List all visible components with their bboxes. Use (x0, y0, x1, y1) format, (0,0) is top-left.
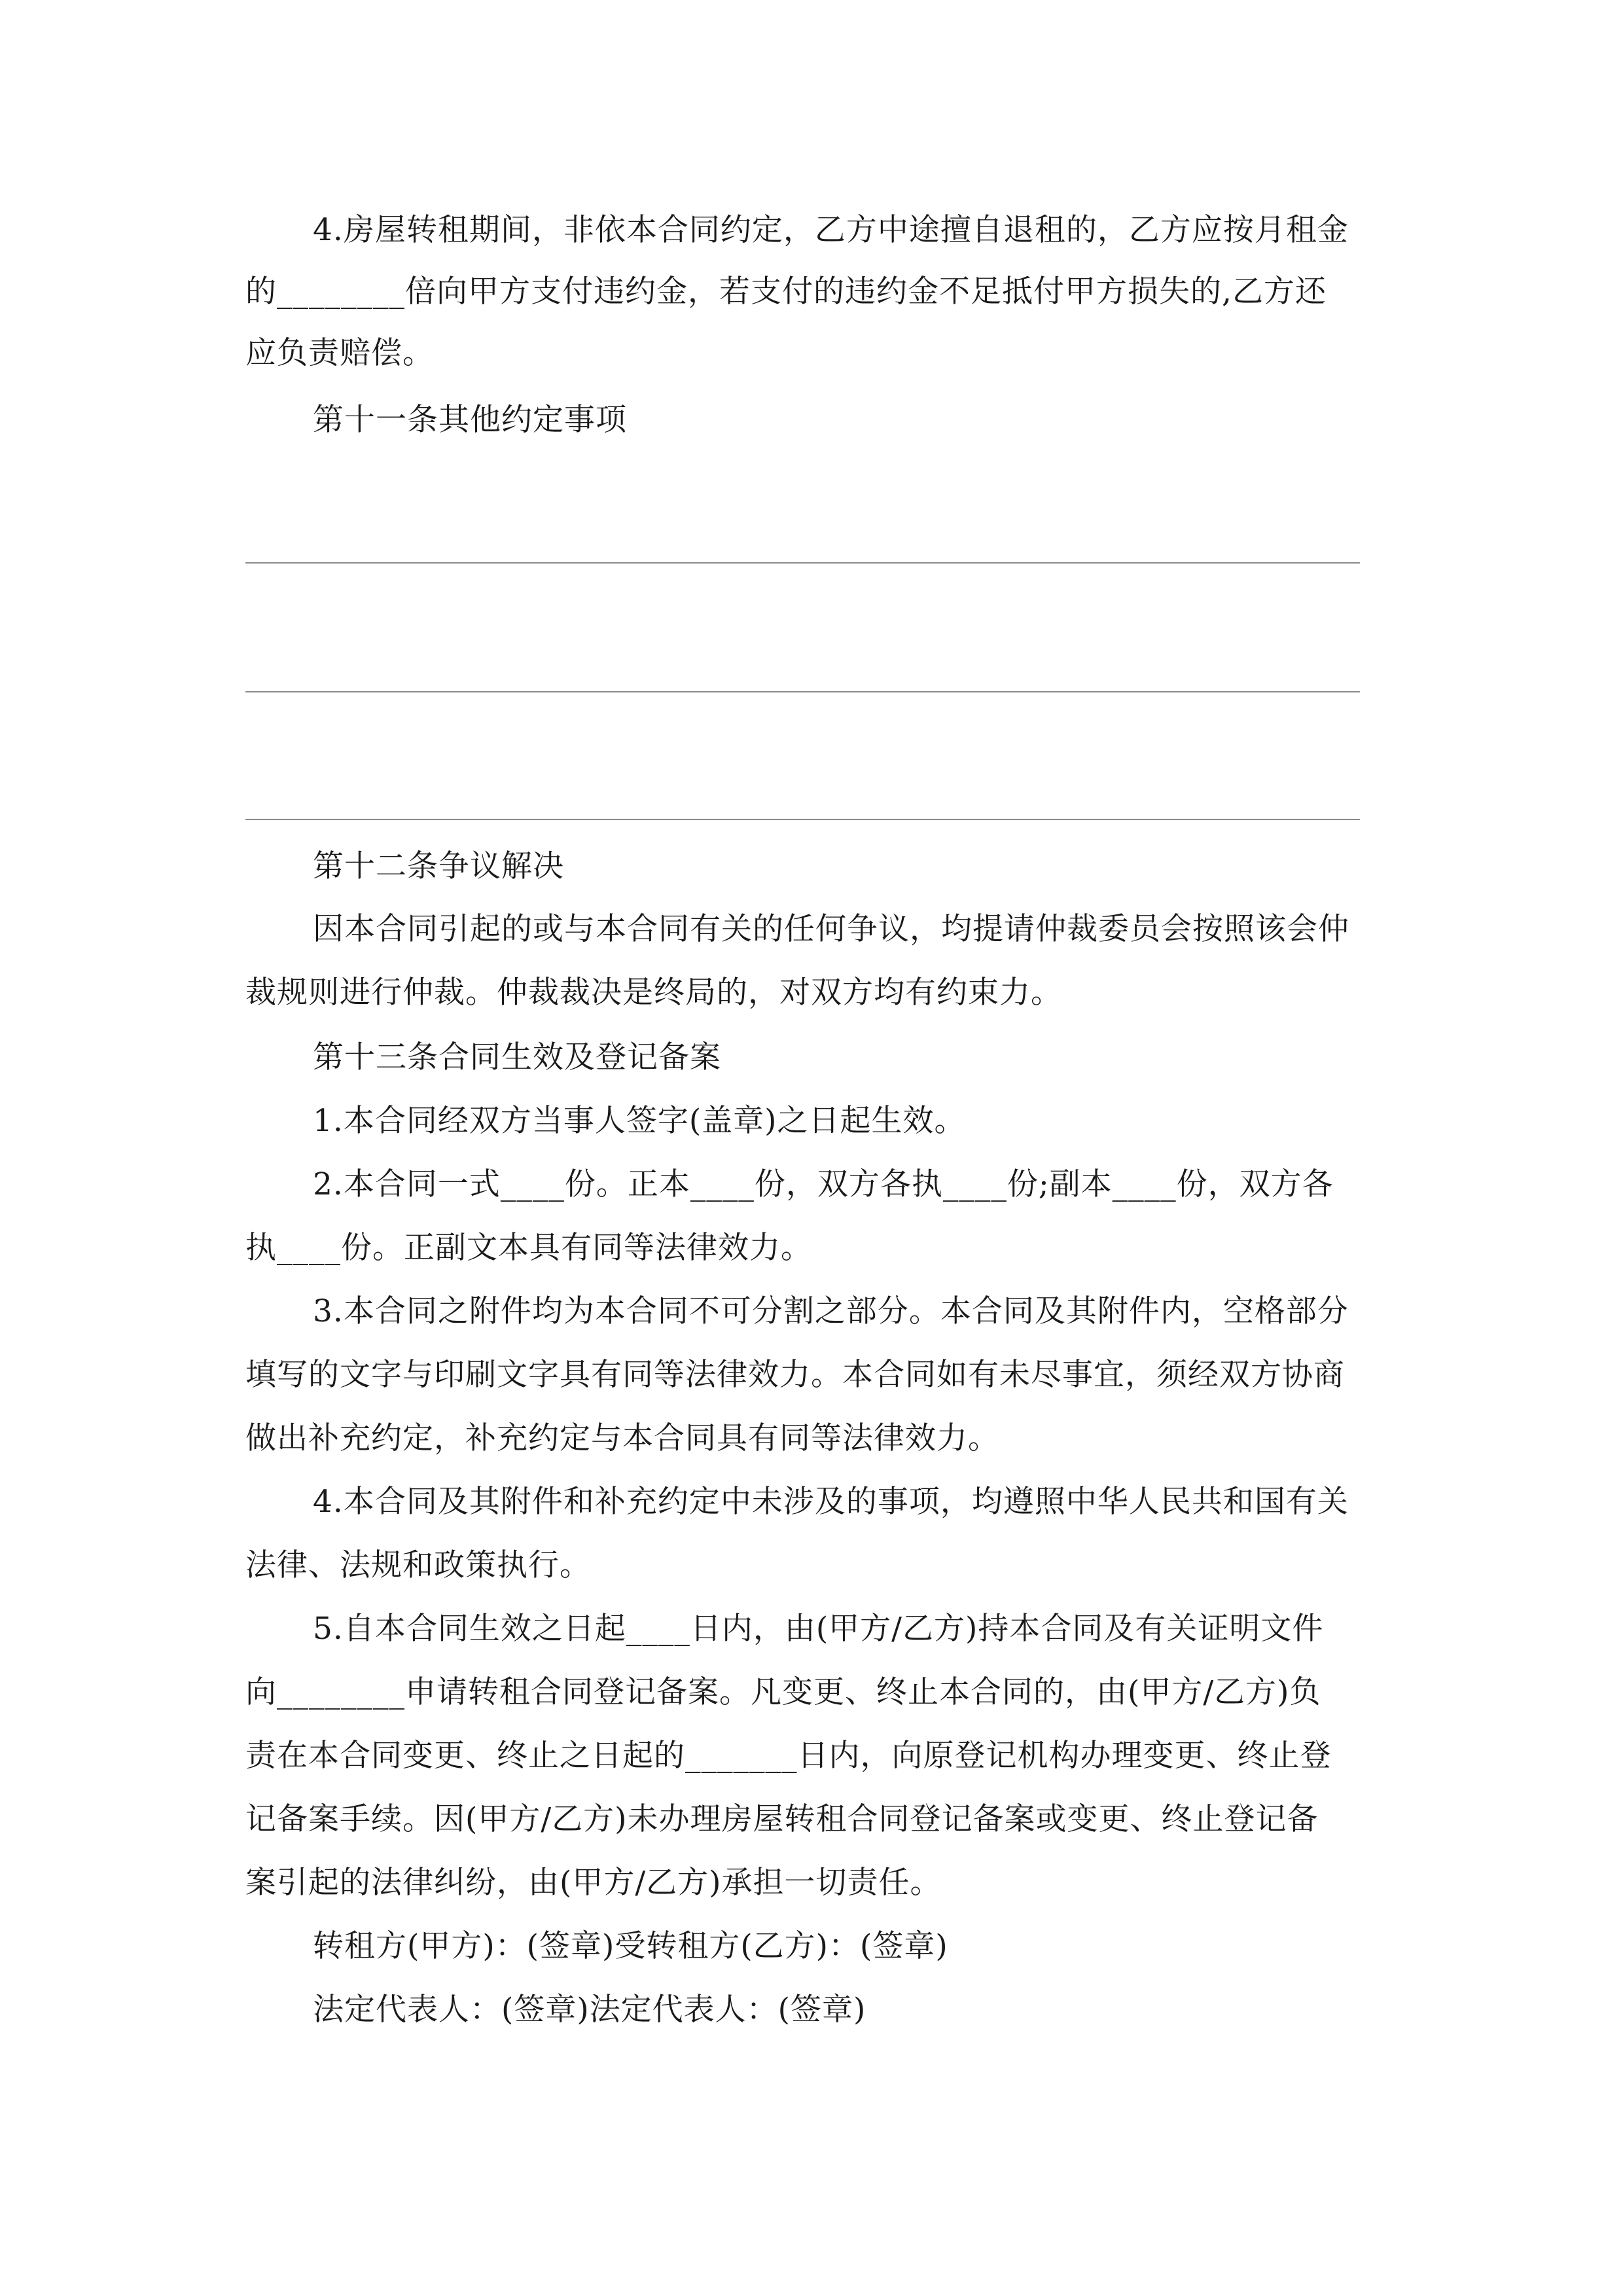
article13-item2-line1: 2.本合同一式____份。正本____份，双方各执____份;副本____份，双方各 (313, 1166, 1334, 1202)
article13-heading: 第十三条合同生效及登记备案 (313, 1039, 721, 1075)
article13-item5-line5: 案引起的法律纠纷，由(甲方/乙方)承担一切责任。 (245, 1865, 942, 1901)
article13-item4-line2: 法律、法规和政策执行。 (245, 1547, 591, 1583)
article13-item5-line4: 记备案手续。因(甲方/乙方)未办理房屋转租合同登记备案或变更、终止登记备 (245, 1801, 1319, 1837)
blank-fill-line-2 (245, 691, 1360, 692)
article13-item4-line1: 4.本合同及其附件和补充约定中未涉及的事项，均遵照中华人民共和国有关 (313, 1484, 1349, 1520)
clause4-line2: 的________倍向甲方支付违约金，若支付的违约金不足抵付甲方损失的,乙方还 (245, 274, 1327, 310)
article12-line1: 因本合同引起的或与本合同有关的任何争议，均提请仲裁委员会按照该会仲 (313, 911, 1349, 947)
article13-item3-line1: 3.本合同之附件均为本合同不可分割之部分。本合同及其附件内，空格部分 (313, 1293, 1349, 1329)
article13-item3-line2: 填写的文字与印刷文字具有同等法律效力。本合同如有未尽事宜，须经双方协商 (245, 1357, 1345, 1393)
clause4-line3: 应负责赔偿。 (245, 335, 434, 371)
clause4-line1: 4.房屋转租期间，非依本合同约定，乙方中途擅自退租的，乙方应按月租金 (313, 212, 1349, 248)
article13-item3-line3: 做出补充约定，补充约定与本合同具有同等法律效力。 (245, 1420, 999, 1456)
article13-item5-line3: 责在本合同变更、终止之日起的_______日内，向原登记机构办理变更、终止登 (245, 1738, 1332, 1774)
blank-fill-line-1 (245, 562, 1360, 564)
article13-item1: 1.本合同经双方当事人签字(盖章)之日起生效。 (313, 1103, 966, 1139)
article12-line2: 裁规则进行仲裁。仲裁裁决是终局的，对双方均有约束力。 (245, 975, 1062, 1011)
article11-heading: 第十一条其他约定事项 (313, 402, 627, 438)
article13-item5-line2: 向________申请转租合同登记备案。凡变更、终止本合同的，由(甲方/乙方)负 (245, 1674, 1321, 1710)
article13-item2-line2: 执____份。正副文本具有同等法律效力。 (245, 1230, 812, 1266)
article13-item5-line1: 5.自本合同生效之日起____日内，由(甲方/乙方)持本合同及有关证明文件 (313, 1611, 1324, 1647)
article12-heading: 第十二条争议解决 (313, 848, 564, 884)
signature-line-2: 法定代表人：(签章)法定代表人：(签章) (313, 1992, 866, 2028)
blank-fill-line-3 (245, 819, 1360, 820)
signature-line-1: 转租方(甲方)：(签章)受转租方(乙方)：(签章) (313, 1928, 948, 1964)
